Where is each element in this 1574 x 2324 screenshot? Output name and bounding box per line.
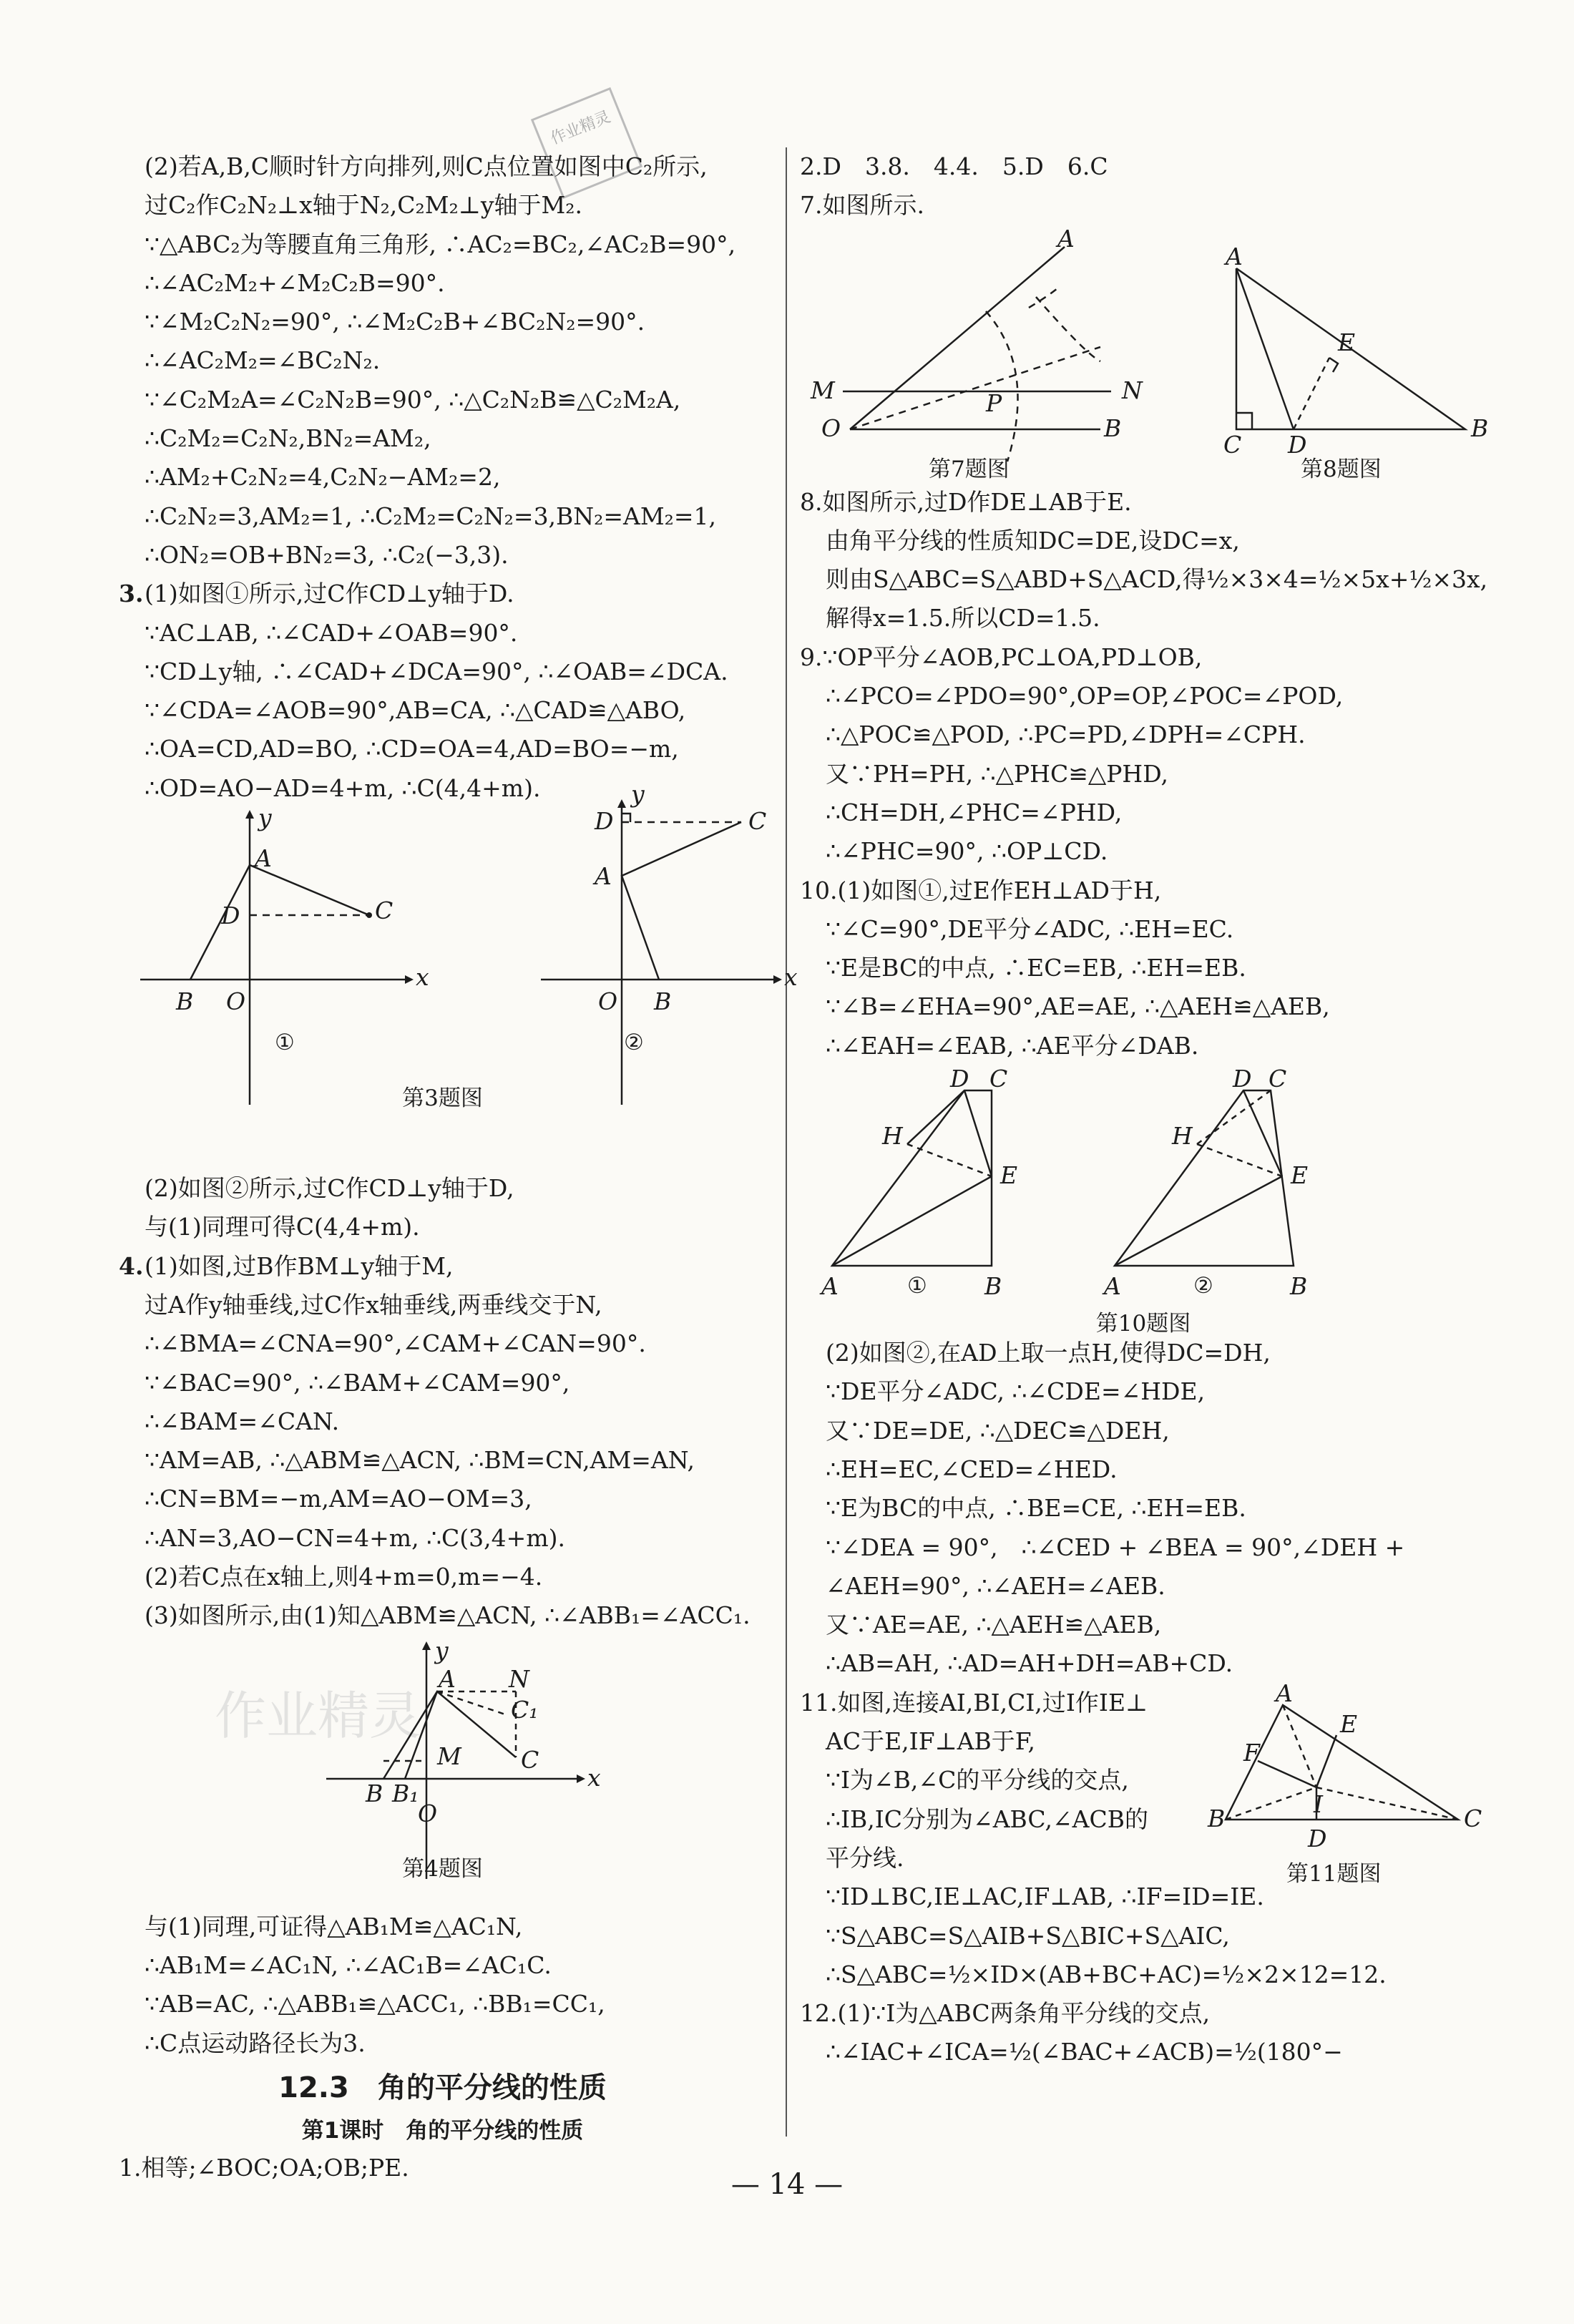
svg-text:D: D [950,1065,969,1093]
text-line: 与(1)同理,可证得△AB₁M≌△AC₁N, [145,1912,523,1940]
svg-text:B: B [1471,414,1489,442]
figure-10-drawing [800,1065,1487,1334]
svg-text:B: B [984,1272,1002,1301]
text-line: (1)如图,过B作BM⊥y轴于M, [145,1251,454,1280]
text-line: ∵∠C=90°,DE平分∠ADC, ∴EH=EC. [826,914,1234,943]
figure-7-8 [800,225,1487,483]
label-x2: x [784,963,798,992]
text-line: ∴CH=DH,∠PHC=∠PHD, [826,798,1123,826]
q12-block [800,1994,1487,2072]
svg-text:O: O [418,1799,438,1827]
text-line: ∴AN=3,AO−CN=4+m, ∴C(3,4+m). [145,1523,565,1552]
watermark-stamp: 作业精灵 [531,87,642,199]
question-number: 3. [119,580,144,608]
text-line: ∴AM₂+C₂N₂=4,C₂N₂−AM₂=2, [145,463,501,492]
svg-text:C: C [1464,1804,1482,1832]
text-line: ∴∠BMA=∠CNA=90°,∠CAM+∠CAN=90°. [145,1329,646,1358]
text-line: ∴ON₂=OB+BN₂=3, ∴C₂(−3,3). [145,540,509,569]
svg-text:D: D [1288,430,1307,459]
label-y2: y [631,780,645,809]
text-line: (2)如图②,在AD上取一点H,使得DC=DH, [826,1339,1271,1367]
svg-text:O: O [821,414,841,442]
label-C: C [375,897,394,925]
text-line: (2)如图②所示,过C作CD⊥y轴于D, [145,1174,514,1203]
svg-text:C: C [1269,1065,1287,1093]
text-line: ∴AB=AH, ∴AD=AH+DH=AB+CD. [826,1649,1233,1678]
svg-text:B: B [1290,1272,1308,1301]
text-line: AC于E,IF⊥AB于F, [826,1727,1035,1756]
svg-text:F: F [1243,1738,1260,1767]
q2-part2 [119,147,766,575]
text-line: 又∵PH=PH, ∴△PHC≌△PHD, [826,759,1168,788]
watermark-text: 作业精灵 [215,1686,421,1746]
text-line: ∵AC⊥AB, ∴∠CAD+∠OAB=90°. [145,618,518,647]
text-line: ∵∠BAC=90°, ∴∠BAM+∠CAM=90°, [145,1368,570,1397]
svg-text:B₁: B₁ [392,1779,419,1807]
text-line: ∵S△ABC=S△AIB+S△BIC+S△AIC, [826,1921,1230,1950]
q3-part2 [119,1169,766,1247]
svg-text:H: H [882,1122,903,1151]
svg-text:N: N [1122,376,1143,404]
text-line: ∵AM=AB, ∴△ABM≌△ACN, ∴BM=CN,AM=AN, [145,1446,695,1475]
label-B2: B [654,987,672,1016]
text-line: (3)如图所示,由(1)知△ABM≌△ACN, ∴∠ABB₁=∠ACC₁. [145,1601,751,1630]
figure-4-caption: 第4题图 [402,1855,483,1882]
text-line: ∴∠AC₂M₂+∠M₂C₂B=90°. [145,268,445,297]
text-line: ∴EH=EC,∠CED=∠HED. [826,1455,1118,1483]
label-O2: O [598,987,618,1016]
text-line: ∵E为BC的中点, ∴BE=CE, ∴EH=EB. [826,1494,1246,1523]
text-line: ∵CD⊥y轴, ∴∠CAD+∠DCA=90°, ∴∠OAB=∠DCA. [145,657,728,685]
figure-11-drawing [800,1679,1487,1898]
text-line: 解得x=1.5.所以CD=1.5. [826,604,1100,633]
q4-part3 [119,1908,766,2063]
label-O: O [226,987,246,1016]
text-line: 过A作y轴垂线,过C作x轴垂线,两垂线交于N, [145,1290,602,1319]
text-line: ∴△POC≌△POD, ∴PC=PD,∠DPH=∠CPH. [826,721,1306,749]
svg-text:M: M [811,376,835,404]
label-A: A [255,844,272,873]
text-line: ∴CN=BM=−m,AM=AO−OM=3, [145,1485,532,1513]
svg-text:A: A [439,1664,456,1693]
text-line: ∵ID⊥BC,IE⊥AC,IF⊥AB, ∴IF=ID=IE. [826,1883,1264,1911]
text-line: ∴∠EAH=∠EAB, ∴AE平分∠DAB. [826,1031,1199,1060]
text-line: ∵DE平分∠ADC, ∴∠CDE=∠HDE, [826,1377,1206,1406]
svg-text:A: A [1226,242,1243,270]
figure-3-sub2: ② [624,1030,644,1056]
figure-3-sub1: ① [275,1030,295,1056]
text-line: ∵∠B=∠EHA=90°,AE=AE, ∴△AEH≌△AEB, [826,992,1330,1021]
text-line: 10.(1)如图①,过E作EH⊥AD于H, [800,876,1162,904]
label-B: B [176,987,194,1016]
text-line: ∴∠IAC+∠ICA=½(∠BAC+∠ACB)=½(180°− [826,2038,1343,2066]
text-line: ∴∠PCO=∠PDO=90°,OP=OP,∠POC=∠POD, [826,682,1344,711]
svg-text:C: C [521,1745,539,1774]
text-line: (2)若A,B,C顺时针方向排列,则C点位置如图中C₂所示, [145,152,708,180]
q8-block [800,483,1487,638]
text-line: ∴∠BAM=∠CAN. [145,1407,340,1435]
text-line: (2)若C点在x轴上,则4+m=0,m=−4. [145,1563,543,1591]
figure-4 [119,1636,766,1908]
text-line: 12.(1)∵I为△ABC两条角平分线的交点, [800,1998,1211,2027]
text-line: 11.如图,连接AI,BI,CI,过I作IE⊥ [800,1688,1148,1717]
question-number: 4. [119,1251,144,1280]
text-line: (1)如图①所示,过C作CD⊥y轴于D. [145,580,514,608]
label-A2: A [595,862,612,891]
svg-text:I: I [1314,1790,1324,1818]
q1-answer: 1.相等;∠BOC;OA;OB;PE. [119,2153,409,2182]
text-line: ∴IB,IC分别为∠ABC,∠ACB的 [826,1805,1148,1833]
q7-text: 7.如图所示. [800,191,924,220]
figure-10 [800,1065,1487,1337]
q11-block [800,1679,1487,1994]
text-line: ∵E是BC的中点, ∴EC=EB, ∴EH=EB. [826,954,1246,982]
label-C2: C [748,807,767,836]
svg-text:E: E [1340,1709,1358,1738]
figure-11-caption: 第11题图 [1286,1860,1382,1887]
svg-text:E: E [1338,328,1356,356]
text-line: 9.∵OP平分∠AOB,PC⊥OA,PD⊥OB, [800,643,1203,671]
text-line: ∵△ABC₂为等腰直角三角形, ∴AC₂=BC₂,∠AC₂B=90°, [145,230,736,258]
page-number: — 14 — [730,2168,844,2201]
text-line: 则由S△ABC=S△ABD+S△ACD,得½×3×4=½×5x+½×3x, [826,565,1488,594]
svg-text:A: A [1057,224,1075,253]
q4-block [119,1247,766,1636]
q3-block [119,575,766,808]
text-line: ∴C₂N₂=3,AM₂=1, ∴C₂M₂=C₂N₂=3,BN₂=AM₂=1, [145,502,717,530]
answers-2-6: 2.D 3.8. 4.4. 5.D 6.C [800,152,1108,180]
svg-text:y: y [435,1636,449,1664]
svg-text:B: B [1208,1804,1226,1832]
figure-7-caption: 第7题图 [929,456,1010,482]
svg-text:A: A [1276,1679,1293,1707]
svg-text:E: E [1000,1161,1018,1190]
q9-block [800,638,1487,872]
text-line: ∠AEH=90°, ∴∠AEH=∠AEB. [826,1571,1165,1600]
text-line: ∴C点运动路径长为3. [145,2028,366,2057]
text-line: ∴C₂M₂=C₂N₂,BN₂=AM₂, [145,424,431,453]
text-line: ∵AB=AC, ∴△ABB₁≌△ACC₁, ∴BB₁=CC₁, [145,1990,605,2018]
text-line: 8.如图所示,过D作DE⊥AB于E. [800,487,1132,516]
label-D2: D [595,807,614,836]
text-line: ∴AB₁M=∠AC₁N, ∴∠AC₁B=∠AC₁C. [145,1951,552,1979]
text-line: 又∵DE=DE, ∴△DEC≌△DEH, [826,1416,1170,1445]
svg-text:B: B [1104,414,1122,442]
label-x: x [416,963,429,992]
svg-text:A: A [1104,1272,1121,1301]
text-line: ∴OA=CD,AD=BO, ∴CD=OA=4,AD=BO=−m, [145,735,679,763]
figure-10-sub2: ② [1193,1273,1213,1299]
figure-8-caption: 第8题图 [1301,456,1382,482]
column-divider [786,147,787,2137]
svg-text:B: B [366,1779,383,1807]
svg-text:H: H [1172,1122,1193,1151]
text-line: 过C₂作C₂N₂⊥x轴于N₂,C₂M₂⊥y轴于M₂. [145,191,582,220]
lesson-title: 第1课时 角的平分线的性质 [301,2117,584,2144]
text-line: ∵∠DEA = 90°, ∴∠CED + ∠BEA = 90°,∠DEH + [826,1533,1405,1561]
svg-text:N: N [509,1664,529,1693]
text-line: ∴OD=AO−AD=4+m, ∴C(4,4+m). [145,773,541,802]
text-line: ∴∠AC₂M₂=∠BC₂N₂. [145,346,381,375]
label-D: D [221,902,240,930]
text-line: 与(1)同理可得C(4,4+m). [145,1213,420,1241]
text-line: 由角平分线的性质知DC=DE,设DC=x, [826,526,1240,555]
left-column [119,147,798,2187]
figure-3-caption: 第3题图 [402,1085,483,1112]
label-y: y [258,804,272,832]
svg-text:D: D [1233,1065,1252,1093]
text-line: 又∵AE=AE, ∴△AEH≌△AEB, [826,1611,1162,1639]
svg-text:M: M [437,1742,461,1770]
svg-text:C₁: C₁ [511,1695,539,1724]
q10-part2 [800,1334,1487,1684]
text-line: ∵I为∠B,∠C的平分线的交点, [826,1766,1129,1795]
figure-10-caption: 第10题图 [1095,1311,1191,1337]
text-line: ∴S△ABC=½×ID×(AB+BC+AC)=½×2×12=12. [826,1960,1387,1988]
right-column [800,147,1487,2071]
svg-text:D: D [1308,1824,1327,1852]
text-line: ∵∠CDA=∠AOB=90°,AB=CA, ∴△CAD≌△ABO, [145,696,686,725]
svg-text:x: x [587,1763,601,1792]
text-line: ∴∠PHC=90°, ∴OP⊥CD. [826,837,1108,866]
svg-text:E: E [1291,1161,1309,1190]
svg-text:C: C [1223,430,1242,459]
svg-text:P: P [986,389,1002,417]
svg-text:C: C [989,1065,1008,1093]
svg-text:A: A [821,1272,839,1301]
figure-10-sub1: ① [907,1273,927,1299]
text-line: ∵∠C₂M₂A=∠C₂N₂B=90°, ∴△C₂N₂B≌△C₂M₂A, [145,385,681,414]
figure-7-8-drawing [800,225,1487,483]
text-line: 平分线. [826,1843,904,1872]
text-line: ∵∠M₂C₂N₂=90°, ∴∠M₂C₂B+∠BC₂N₂=90°. [145,308,645,336]
section-title: 12.3 角的平分线的性质 [278,2071,607,2104]
q10-block [800,872,1487,1065]
